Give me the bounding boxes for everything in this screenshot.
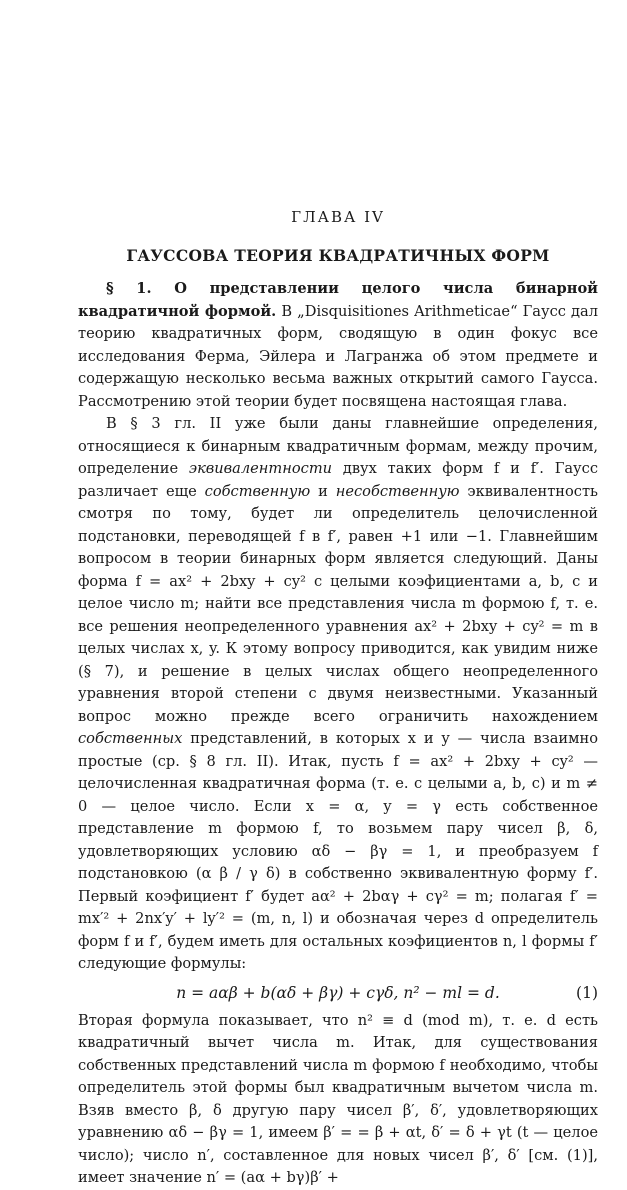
p2-text-e: и bbox=[310, 482, 336, 500]
p2-text-a: В § 3 гл. II уже были даны главнейшие определения, относящиеся к бинарным квадратичным формам, между прочим, определение bbox=[78, 415, 598, 477]
p2-text-g: эквивалентность смотря по тому, будет ли определитель целочисленной подстановки, переводящей f в f′, равен +1 или −1. Главнейшим вопросом в теории бинарных форм является следующий. Даны форма f = ax² + 2bxy + cy² с целыми коэфициентами a, b, c и целое число m; найти все представления числа m формою f, т. е. все решения неопределенного уравнения ax² + 2bxy + cy² = m в целых числах x, y. К этому вопросу приводится, как увидим ниже (§ 7), и решение в целых числах общего неопределенного уравнения второй степени с двумя неизвестными. Указанный вопрос можно прежде всего ограничить нахождением bbox=[78, 482, 598, 725]
formula-number: (1) bbox=[576, 983, 598, 1002]
section-paragraph bbox=[78, 278, 598, 413]
term-improper: несобственную bbox=[335, 482, 460, 500]
body-text bbox=[78, 278, 598, 1190]
paragraph-2 bbox=[78, 413, 598, 976]
section-text: В „Disquisitiones Arithmeticae“ Гаусс дал теорию квадратичных форм, сводящую в один фокус все исследования Ферма, Эйлера и Лагранжа об этом предмете и содержащую несколько весьма важных открытий самого Гаусса. Рассмотрению этой теории будет посвящена настоящая глава. bbox=[78, 302, 598, 410]
term-equivalence: эквивалентности bbox=[188, 460, 333, 477]
formula-1 bbox=[78, 976, 598, 1010]
term-proper: собственную bbox=[204, 482, 311, 500]
p2-text-i: представлений, в которых x и y — числа взаимно простые (ср. § 8 гл. II). Итак, пусть f = ax² + 2bxy + cy² — целочисленная квадратичная форма (т. е. с целыми a, b, c) и m ≠ 0 — целое число. Если x = α, y = γ есть собственное представление m формою f, то возьмем пару чисел β, δ, удовлетворяющих условию αδ − βγ = 1, и преобразуем f подстановкою (α β / γ δ) в собственно эквивалентную форму f′. Первый коэфициент f′ будет aα² + 2bαγ + cγ² = m; полагая f′ = mx′² + 2nx′y′ + ly′² = (m, n, l) и обозначая через d определитель форм f и f′, будем иметь для остальных коэфициентов n, l формы f′ следующие формулы: bbox=[78, 730, 598, 972]
chapter-heading: ГЛАВА IV bbox=[291, 208, 385, 226]
term-proper-representations: собственных bbox=[78, 730, 183, 747]
section-label: § 1. О представлении целого числа бинарной квадратичной формой. bbox=[78, 280, 598, 320]
formula-expression: n = aαβ + b(αδ + βγ) + cγδ, n² − ml = d. bbox=[176, 983, 500, 1002]
p2-text-c: двух таких форм f и f′. Гаусс различает еще bbox=[78, 460, 598, 500]
chapter-title: ГАУССОВА ТЕОРИЯ КВАДРАТИЧНЫХ ФОРМ bbox=[126, 246, 550, 265]
paragraph-3: Вторая формула показывает, что n² ≡ d (mod m), т. е. d есть квадратичный вычет числа m. Итак, для существования собственных представлений числа m формою f необходимо, чтобы определитель этой формы был квадратичным вычетом числа m. Взяв вместо β, δ другую пару чисел β′, δ′, удовлетворяющих уравнению αδ − βγ = 1, имеем β′ = = β + αt, δ′ = δ + γt (t — целое число); число n′, составленное для новых чисел β′, δ′ [см. (1)], имеет значение n′ = (aα + bγ)β′ + bbox=[78, 1011, 598, 1186]
